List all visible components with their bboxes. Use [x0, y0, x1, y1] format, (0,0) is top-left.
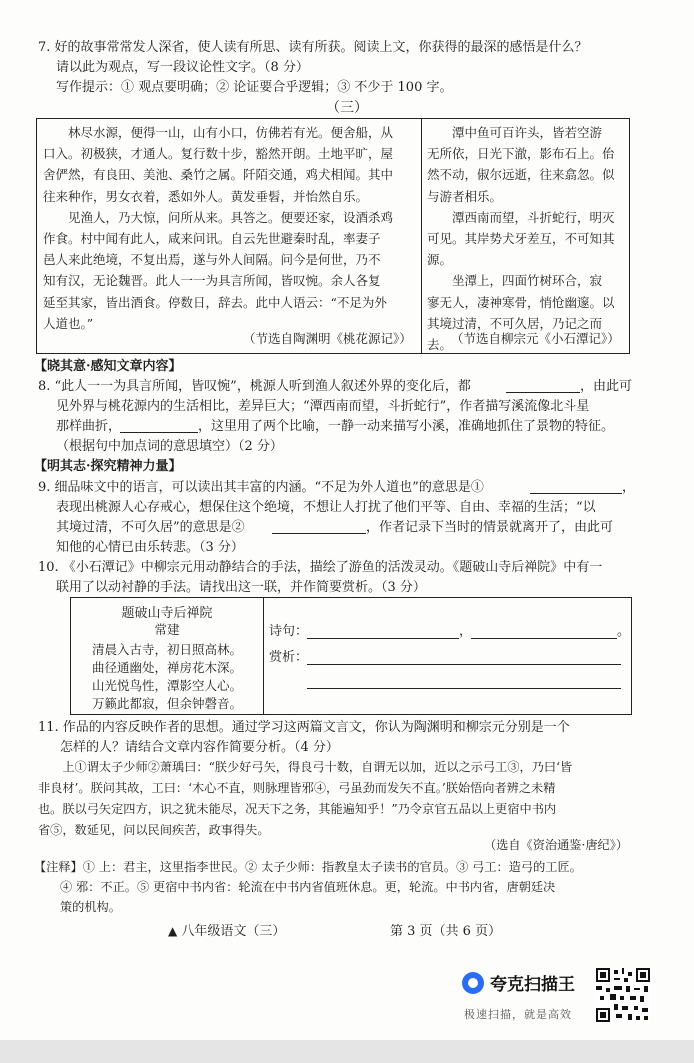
passage3-line: 非良材’。朕问其故，工曰：‘木心不直，则脉理皆邪④，弓虽劲而发矢不直。’朕始悟向者辨之未精: [38, 781, 556, 795]
q7-line3: 写作提示：① 观点要明确；② 论证要合乎逻辑；③ 不少于 100 字。: [56, 80, 453, 95]
passage-left-line: 知有汉，无论魏晋。此人一一为具言所闻，皆叹惋。余人各复: [43, 273, 381, 289]
passage-left-source: （节选自陶渊明《桃花源记》）: [243, 331, 412, 346]
note-line1: 【注释】① 上：君主，这里指李世民。② 太子少师：指教皇太子读书的官员。③ 弓工：造弓的工匠。: [34, 860, 582, 874]
q9-line1-end: ，: [622, 480, 636, 495]
passage-right-line: 无所依，日光下澈，影布石上。佁: [427, 146, 615, 162]
triangle-icon: ▲: [168, 924, 178, 938]
poem-line: 万籁此都寂，但余钟磬音。: [91, 696, 242, 711]
poem-title: 题破山寺后禅院: [121, 606, 213, 621]
poem-table: [70, 597, 632, 715]
passage-right: [427, 122, 627, 355]
q7-line2: 请以此为观点，写一段议论性文字。（8 分）: [56, 60, 309, 75]
q9-blank1[interactable]: [530, 493, 622, 494]
passage-table: [36, 118, 630, 354]
note-line2: ④ 邪：不正。⑤ 更宿中书内省：轮流在中书内省值班休息。更，轮流。中书内省，唐朝廷决: [60, 880, 556, 894]
q8-line2: 见外界与桃花源内的生活相比，差异巨大；“潭西南而望，斗折蛇行”，作者描写溪流像北斗星: [56, 399, 590, 414]
watermark-slogan: 极速扫描，就是高效: [464, 1008, 572, 1021]
passage-right-line: 然不动，俶尔远逝，往来翕忽。似: [427, 167, 615, 183]
q10-line1: 10. 《小石潭记》中柳宗元用动静结合的手法，描绘了游鱼的活泼灵动。《题破山寺后禅院》中有一: [38, 560, 603, 575]
heading-understand: 【晓其意·感知文章内容】: [34, 359, 182, 374]
q9-line2: 表现出桃源人心存戒心，想保住这个绝境，不想让人打扰了他们平等、自由、幸福的生活；“以: [56, 500, 596, 515]
qr-code-icon: [596, 968, 650, 1022]
q8-line1: 8. “此人一一为具言所闻，皆叹惋”，桃源人听到渔人叙述外界的变化后，都: [38, 379, 471, 394]
q9-blank2[interactable]: [272, 533, 366, 534]
poem-line: 清晨入古寺，初日照高林。: [91, 642, 242, 657]
poem-divider: [263, 598, 264, 714]
passage3-line: 上①谓太子少师②萧瑀曰：“朕少好弓矢，得良弓十数，自谓无以加，近以之示弓工③，乃曰‘皆: [38, 760, 573, 774]
heading-explore: 【明其志·探究精神力量】: [34, 459, 182, 474]
passage-left-line: 邑人来此绝境，不复出焉，遂与外人间隔。问今是何世，乃不: [43, 252, 381, 268]
verse-period: 。: [617, 624, 631, 639]
q8-line4: （根据句中加点词的意思填空）（2 分）: [56, 439, 283, 454]
passage3-line: 也。朕以弓矢定四方，识之犹未能尽，况天下之务，其能遍知乎！”乃令京官五品以上更宿中书内: [38, 802, 557, 816]
q8-line3: 那样曲折，: [56, 419, 122, 434]
verse-blank2[interactable]: [471, 638, 617, 639]
q9-line4: 知他的心情已由乐转悲。（3 分）: [56, 540, 244, 555]
poem-author: 常建: [154, 622, 180, 637]
footer-page: 第 3 页（共 6 页）: [390, 924, 502, 939]
passage-right-source: （节选自柳宗元《小石潭记》）: [451, 331, 620, 346]
note-line3: 策的机构。: [60, 900, 121, 914]
passage3-line: 省⑤，数延见，问以民间疾苦，政事得失。: [38, 823, 270, 837]
q11-line1: 11. 作品的内容反映作者的思想。通过学习这两篇文言文，你认为陶渊明和柳宗元分别是一个: [38, 720, 570, 735]
footer-grade: 八年级语文（三）: [181, 924, 286, 939]
analysis-blank1[interactable]: [307, 664, 621, 665]
q10-line2: 联用了以动衬静的手法。请找出这一联，并作简要赏析。（3 分）: [56, 580, 426, 595]
section-title: （三）: [326, 100, 368, 116]
passage-right-line: 潭中鱼可百许头，皆若空游: [427, 125, 603, 140]
passage-left-line: 见渔人，乃大惊，问所从来。具答之。便要还家，设酒杀鸡: [43, 209, 394, 225]
q9-line3-end: ，作者记录下当时的情景就离开了，由此可: [366, 520, 614, 535]
passage-right-line: 坐潭上，四面竹树环合，寂: [427, 273, 603, 289]
watermark-brand: 夸克扫描王: [490, 975, 575, 995]
passage-right-line: 去。: [427, 337, 453, 353]
passage-right-line: 其境过清，不可久居，乃记之而: [427, 315, 603, 331]
analysis-label: 赏析：: [269, 650, 309, 665]
analysis-blank2[interactable]: [307, 688, 621, 689]
poem-line: 曲径通幽处，禅房花木深。: [91, 660, 242, 675]
verse-comma: ，: [459, 624, 473, 639]
verse-label: 诗句：: [269, 624, 309, 639]
passage-left: [43, 122, 419, 334]
q8-blank2[interactable]: [120, 432, 198, 433]
passage3-source: （选自《资治通鉴·唐纪》）: [484, 838, 629, 852]
bottom-bar: [0, 1040, 694, 1063]
q9-line3: 其境过清，不可久居”的意思是②: [56, 520, 245, 535]
passage-left-line: 口入。初极狭，才通人。复行数十步，豁然开朗。土地平旷，屋: [43, 146, 394, 162]
passage-left-line: 作食。村中闻有此人，咸来问讯。自云先世避秦时乱，率妻子: [43, 231, 381, 247]
q7-line1: 7. 好的故事常常发人深省，使人读有所思、读有所获。阅读上文，你获得的最深的感悟是什么？: [38, 40, 588, 55]
q9-line1: 9. 细品味文中的语言，可以读出其丰富的内涵。“不足为外人道也”的意思是①: [38, 480, 484, 495]
passage-right-line: 寥无人，凄神寒骨，悄怆幽邃。以: [427, 294, 615, 310]
passage-left-line: 舍俨然，有良田、美池、桑竹之属。阡陌交通，鸡犬相闻。其中: [43, 167, 394, 183]
passage-right-line: 源。: [427, 252, 453, 268]
q8-line1-end: ，由此可: [580, 379, 633, 394]
q8-blank1[interactable]: [506, 392, 580, 393]
poem-line: 山光悦鸟性，潭影空人心。: [91, 678, 242, 693]
footer-left: [168, 922, 285, 941]
q11-line2: 怎样的人？请结合文章内容作简要分析。（4 分）: [60, 740, 339, 755]
q8-line3-end: ，这里用了两个比喻，一静一动来描写小溪，准确地抓住了景物的特征。: [198, 419, 615, 434]
passage-left-line: 往来种作，男女衣着，悉如外人。黄发垂髫，并怡然自乐。: [43, 188, 369, 204]
passage-left-line: 林尽水源，便得一山，山有小口，仿佛若有光。便舍船，从: [43, 125, 394, 140]
passage-right-line: 可见。其岸势犬牙差互，不可知其: [427, 231, 615, 247]
passage-right-line: 与游者相乐。: [427, 188, 503, 204]
passage-divider: [421, 119, 422, 353]
verse-blank1[interactable]: [307, 638, 459, 639]
quark-logo-icon: [462, 972, 484, 994]
passage-right-line: 潭西南而望，斗折蛇行，明灭: [427, 209, 615, 225]
passage-left-line: 延至其家，皆出酒食。停数日，辞去。此中人语云：“不足为外: [43, 294, 387, 310]
passage-left-line: 人道也。”: [43, 315, 94, 331]
